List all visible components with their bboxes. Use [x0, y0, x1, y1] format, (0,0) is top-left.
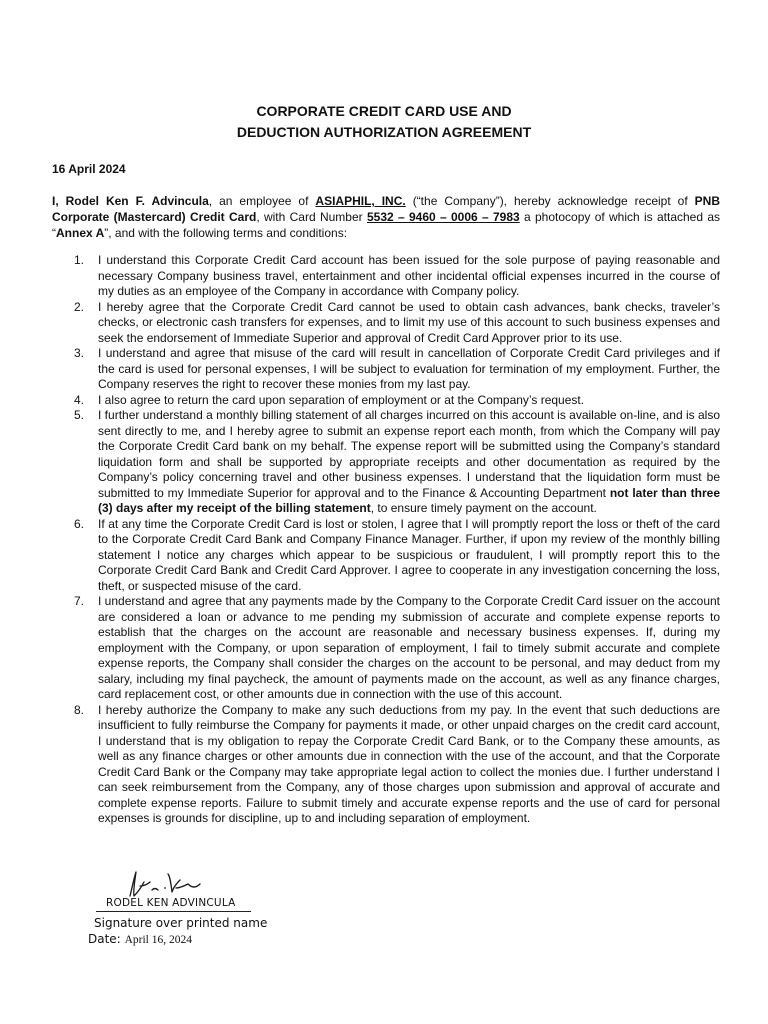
term-item [52, 393, 720, 409]
term-text: I understand this Corporate Credit Card account has been issued for the sole purpose of paying reasonable and necessary Company business travel, entertainment and other incidental official expenses incurred in the course of my duties as an employee of the Company in accordance with Company policy. [98, 253, 720, 298]
term-item [52, 300, 720, 347]
signature-caption: Signature over printed name [94, 916, 268, 930]
term-deadline: not later than three (3) days after my receipt of the billing statement [98, 485, 721, 515]
term-number: 2. [74, 299, 85, 314]
intro-text-4: a photocopy of which is attached as “ [52, 210, 721, 240]
term-item [52, 594, 720, 703]
signature-block [88, 866, 288, 1006]
term-text: I hereby agree that the Corporate Credit Card cannot be used to obtain cash advances, bank checks, traveler’s checks, or electronic cash transfers for expenses, and to limit my use of this account to such business expenses and seek the endorsement of Immediate Superior and approval of Credit Card Approver prior to its use. [98, 299, 720, 345]
term-text-tail: , to ensure timely payment on the account. [370, 501, 597, 515]
intro-text-1: , an employee of [208, 194, 316, 208]
employee-name: I, Rodel Ken F. Advincula [52, 194, 209, 208]
term-item [52, 253, 720, 300]
term-item [52, 408, 720, 517]
term-number: 4. [74, 392, 85, 407]
document-title [0, 101, 768, 143]
intro-text-5: ”, and with the following terms and conditions: [104, 226, 348, 240]
term-number: 1. [74, 253, 85, 267]
intro-paragraph [52, 193, 720, 241]
term-text: I also agree to return the card upon separation of employment or at the Company’s request. [98, 392, 585, 407]
term-number: 3. [74, 346, 85, 360]
term-text: If at any time the Corporate Credit Card is lost or stolen, I agree that I will promptly report the loss or theft of the card to the Corporate Credit Card Bank and Company Finance Manager. Further, if upon my review of the monthly billing statement I notice any charges which appear to be suspicious or fraudulent, I will promptly report this to the Corporate Credit Card Bank and Credit Card Approver. I agree to cooperate in any investigation concerning the loss, theft, or suspected misuse of the card. [98, 516, 720, 593]
term-item [52, 517, 720, 595]
document-date: 16 April 2024 [52, 162, 126, 176]
term-number: 6. [74, 516, 85, 531]
signature-date [88, 932, 192, 946]
title-line-1: CORPORATE CREDIT CARD USE AND [256, 103, 512, 119]
term-number: 5. [74, 408, 85, 422]
term-text: I understand and agree that any payments made by the Company to the Corporate Credit Card issuer on the account are considered a loan or advance to me pending my submission of accurate and complete expense reports to establish that the charges on the account are reasonable and necessary business expenses. If, during my employment with the Company, or upon separation of employment, I fail to timely submit accurate and complete expense reports, the Company shall consider the charges on the account to be personal, and may deduct from my salary, including my final paycheck, the amount of payments made on the account, as well as any finance charges, card replacement cost, or other amounts due in connection with the use of this account. [98, 594, 720, 701]
term-item [52, 346, 720, 393]
company-name: ASIAPHIL, INC. [315, 194, 406, 208]
term-text: I understand and agree that misuse of the card will result in cancellation of Corporate Credit Card privileges and if the card is used for personal expenses, I will be subject to evaluation for termination of my employment. Further, the Company reserves the right to recover these monies from my last pay. [98, 346, 720, 391]
date-value: April 16, 2024 [124, 934, 192, 946]
term-number: 7. [74, 594, 85, 608]
date-label: Date: [88, 932, 121, 946]
term-number: 8. [74, 702, 85, 717]
intro-text-3: , with Card Number [256, 210, 367, 224]
annex-label: Annex A [56, 226, 105, 240]
term-text: I further understand a monthly billing statement of all charges incurred on this account is available on-line, and is also sent directly to me, and I hereby agree to submit an expense report each month, from which the Company will pay the Corporate Credit Card bank on my behalf. The expense report will be submitted using the Company’s standard liquidation form and shall be supported by appropriate receipts and other documentation as required by the Company’s policy concerning travel and other business expenses. I understand that the liquidation form must be submitted to my Immediate Superior for approval and to the Finance & Accounting Department [98, 408, 720, 500]
card-number: 5532 – 9460 – 0006 – 7983 [366, 210, 520, 224]
card-name: PNB Corporate (Mastercard) Credit Card [52, 194, 720, 224]
signature-line [96, 911, 251, 912]
term-item [52, 703, 720, 827]
terms-list [52, 253, 720, 827]
title-line-2: DEDUCTION AUTHORIZATION AGREEMENT [236, 124, 532, 140]
intro-text-2: (“the Company”), hereby acknowledge receipt of [405, 194, 695, 208]
printed-name: RODEL KEN ADVINCULA [106, 897, 236, 909]
term-text: I hereby authorize the Company to make any such deductions from my pay. In the event that such deductions are insufficient to fully reimburse the Company for payments it made, or other unpaid charges on the credit card account, I understand that is my obligation to repay the Corporate Credit Card Bank, or to the Company these amounts, as well as any finance charges or other amounts due in connection with the use of the account, and that the Corporate Credit Card Bank or the Company may take appropriate legal action to collect the monies due. I further understand I can seek reimbursement from the Company, any of those charges upon submission and approval of accurate and complete expense reports. Failure to submit timely and accurate expense reports and the use of card for personal expenses is grounds for discipline, up to and including separation of employment. [98, 702, 720, 825]
